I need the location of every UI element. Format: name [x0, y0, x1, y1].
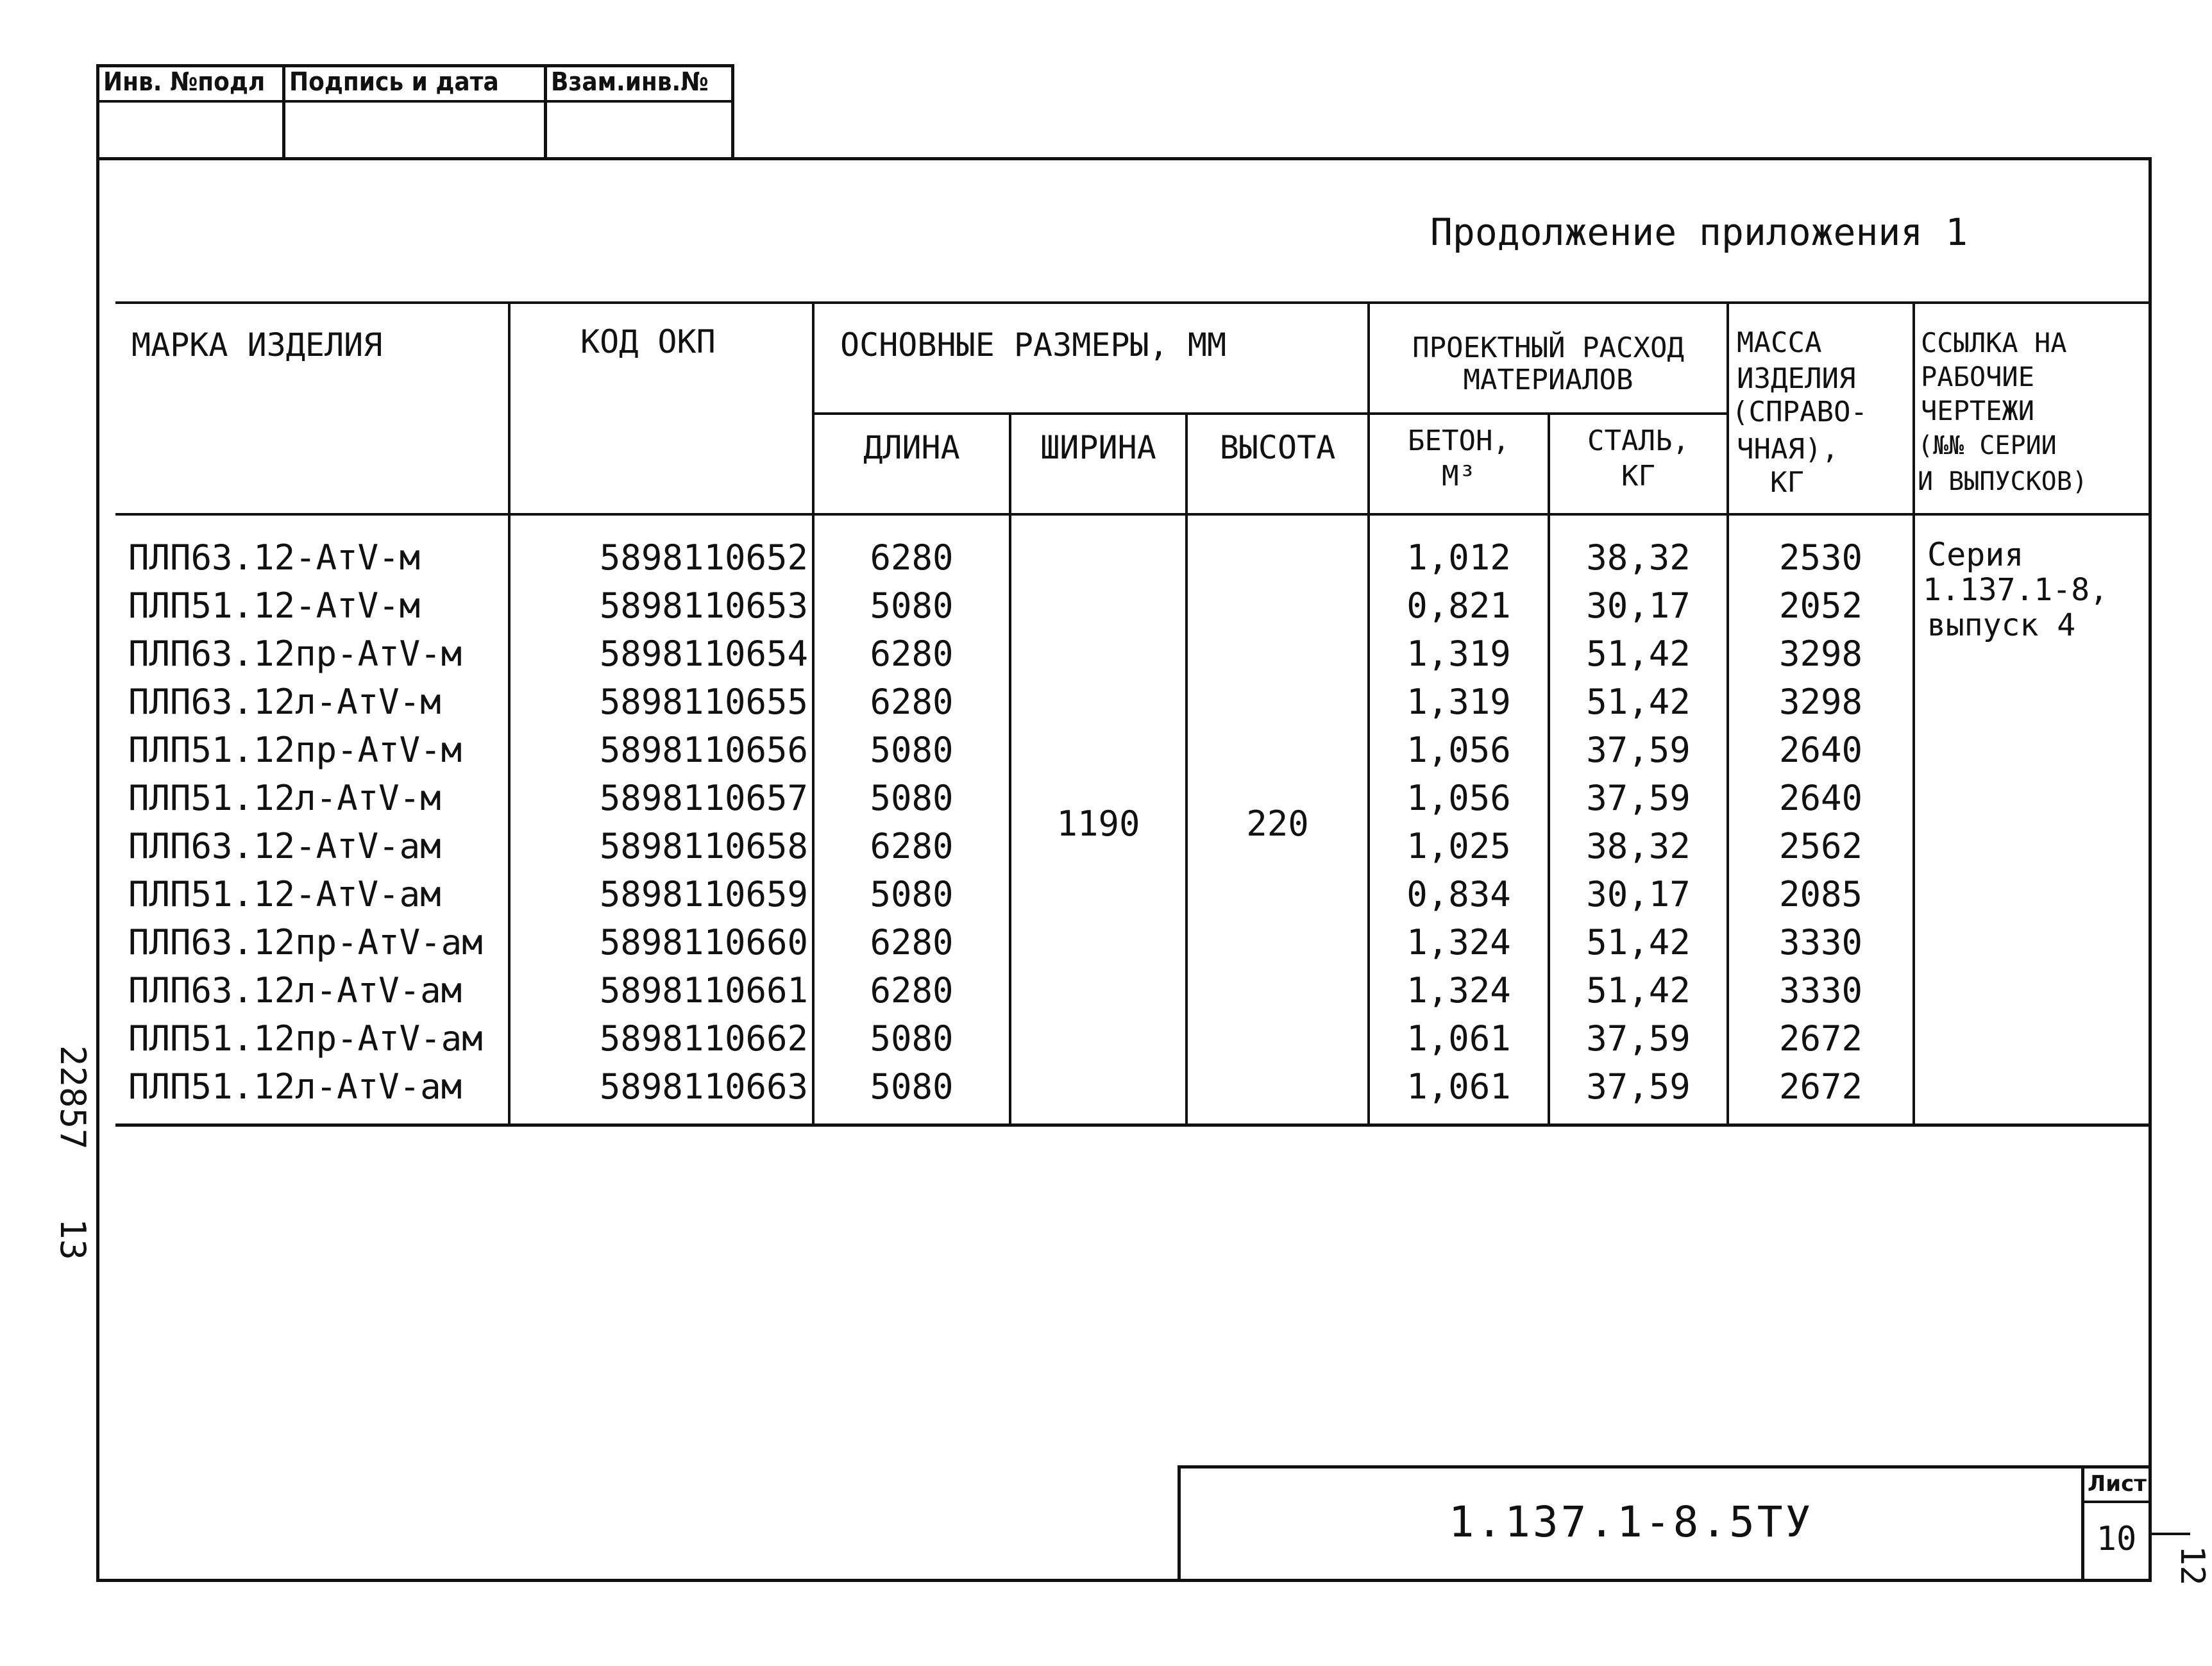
cell-kod: 5898110663 [599, 1066, 808, 1107]
cell-massa: 3298 [1778, 682, 1863, 722]
cell-marka: ПЛП63.12-AтV-м [128, 537, 421, 578]
header-massa-2: ИЗДЕЛИЯ [1737, 362, 1856, 395]
cell-beton: 0,834 [1406, 874, 1511, 914]
cell-kod: 5898110654 [599, 634, 808, 674]
cell-marka: ПЛП63.12л-AтV-м [128, 682, 441, 722]
cell-beton: 1,056 [1406, 730, 1511, 770]
header-rashod-1: ПРОЕКТНЫЙ РАСХОД [1412, 332, 1684, 364]
cell-dlina: 6280 [870, 634, 954, 674]
cell-beton: 1,025 [1406, 826, 1511, 866]
cell-massa: 2672 [1778, 1018, 1863, 1059]
header-vysota: ВЫСОТА [1219, 429, 1336, 466]
sheet-label: Лист [2088, 1471, 2147, 1497]
cell-kod: 5898110659 [599, 874, 808, 914]
cell-dlina: 5080 [870, 1066, 954, 1107]
cell-stal: 30,17 [1586, 585, 1691, 626]
cell-massa: 3330 [1778, 922, 1863, 963]
cell-kod: 5898110661 [599, 970, 808, 1011]
sheet-number: 10 [2096, 1520, 2137, 1558]
cell-kod: 5898110656 [599, 730, 808, 770]
cell-massa: 3298 [1778, 634, 1863, 674]
cell-massa: 2562 [1778, 826, 1863, 866]
header-rashod-2: МАТЕРИАЛОВ [1463, 364, 1634, 396]
cell-beton: 1,319 [1406, 634, 1511, 674]
cell-ssylka-2: 1.137.1-8, [1923, 572, 2108, 608]
header-ssylka-1: ССЫЛКА НА [1921, 327, 2067, 358]
cell-shirina-shared: 1190 [1056, 804, 1140, 844]
cell-marka: ПЛП63.12пр-AтV-м [128, 634, 462, 674]
header-massa-3: (СПРАВО- [1732, 396, 1868, 428]
cell-dlina: 5080 [870, 874, 954, 914]
cell-ssylka-1: Серия [1927, 536, 2024, 573]
cell-massa: 2530 [1778, 537, 1863, 578]
header-beton-1: БЕТОН, [1408, 425, 1510, 457]
cell-dlina: 6280 [870, 826, 954, 866]
header-dlina: ДЛИНА [863, 429, 960, 466]
cell-dlina: 6280 [870, 922, 954, 963]
header-massa-1: МАССА [1737, 326, 1822, 359]
cell-beton: 1,324 [1406, 922, 1511, 963]
header-beton-2: М³ [1442, 460, 1476, 492]
cell-massa: 3330 [1778, 970, 1863, 1011]
cell-massa: 2052 [1778, 585, 1863, 626]
cell-beton: 1,324 [1406, 970, 1511, 1011]
header-kod: КОД ОКП [580, 323, 716, 360]
cell-dlina: 6280 [870, 537, 954, 578]
header-ssylka-3: ЧЕРТЕЖИ [1921, 395, 2035, 426]
cell-kod: 5898110658 [599, 826, 808, 866]
cell-beton: 1,319 [1406, 682, 1511, 722]
stamp-inv-podl: Инв. №подл [103, 67, 266, 97]
cell-marka: ПЛП63.12л-AтV-ам [128, 970, 462, 1011]
cell-dlina: 5080 [870, 585, 954, 626]
header-ssylka-5: И ВЫПУСКОВ) [1918, 467, 2088, 496]
cell-kod: 5898110662 [599, 1018, 808, 1059]
cell-beton: 1,061 [1406, 1018, 1511, 1059]
cell-dlina: 5080 [870, 730, 954, 770]
cell-beton: 1,012 [1406, 537, 1511, 578]
cell-dlina: 5080 [870, 778, 954, 818]
header-marka: МАРКА ИЗДЕЛИЯ [131, 326, 383, 364]
header-ssylka-4: (№№ СЕРИИ [1918, 431, 2057, 460]
cell-vysota-shared: 220 [1246, 804, 1309, 844]
header-massa-4: ЧНАЯ), [1737, 433, 1839, 466]
stamp-vzam-inv: Взам.инв.№ [551, 67, 709, 97]
document-designation: 1.137.1-8.5ТУ [1448, 1497, 1814, 1547]
cell-kod: 5898110657 [599, 778, 808, 818]
cell-dlina: 6280 [870, 970, 954, 1011]
cell-kod: 5898110652 [599, 537, 808, 578]
cell-kod: 5898110655 [599, 682, 808, 722]
cell-stal: 37,59 [1586, 1018, 1691, 1059]
cell-marka: ПЛП51.12-AтV-м [128, 585, 421, 626]
cell-stal: 37,59 [1586, 1066, 1691, 1107]
cell-massa: 2640 [1778, 730, 1863, 770]
stamp-podpis-data: Подпись и дата [289, 67, 499, 97]
cell-stal: 51,42 [1586, 922, 1691, 963]
cell-marka: ПЛП51.12л-AтV-м [128, 778, 441, 818]
cell-stal: 51,42 [1586, 634, 1691, 674]
cell-massa: 2672 [1778, 1066, 1863, 1107]
cell-stal: 51,42 [1586, 970, 1691, 1011]
header-ssylka-2: РАБОЧИЕ [1921, 361, 2035, 392]
appendix-heading: Продолжение приложения 1 [1430, 210, 1968, 254]
cell-stal: 38,32 [1586, 826, 1691, 866]
cell-beton: 1,061 [1406, 1066, 1511, 1107]
cell-stal: 38,32 [1586, 537, 1691, 578]
cell-kod: 5898110660 [599, 922, 808, 963]
header-razmery: ОСНОВНЫЕ РАЗМЕРЫ, ММ [840, 326, 1227, 364]
cell-marka: ПЛП63.12-AтV-ам [128, 826, 441, 866]
header-massa-5: КГ [1770, 466, 1804, 499]
cell-marka: ПЛП51.12л-AтV-ам [128, 1066, 462, 1107]
cell-kod: 5898110653 [599, 585, 808, 626]
cell-dlina: 5080 [870, 1018, 954, 1059]
header-stal-2: КГ [1621, 460, 1655, 492]
margin-number-left-2: 13 [53, 1218, 93, 1261]
cell-beton: 0,821 [1406, 585, 1511, 626]
cell-massa: 2640 [1778, 778, 1863, 818]
header-stal-1: СТАЛЬ, [1587, 425, 1689, 457]
cell-marka: ПЛП51.12пр-AтV-ам [128, 1018, 483, 1059]
cell-ssylka-3: выпуск 4 [1927, 607, 2076, 643]
cell-stal: 51,42 [1586, 682, 1691, 722]
margin-number-right: 12 [2173, 1545, 2211, 1586]
margin-tick [2152, 1533, 2190, 1535]
header-shirina: ШИРИНА [1040, 429, 1156, 466]
cell-marka: ПЛП63.12пр-AтV-ам [128, 922, 483, 963]
cell-marka: ПЛП51.12-AтV-ам [128, 874, 441, 914]
cell-stal: 30,17 [1586, 874, 1691, 914]
cell-dlina: 6280 [870, 682, 954, 722]
cell-beton: 1,056 [1406, 778, 1511, 818]
cell-massa: 2085 [1778, 874, 1863, 914]
cell-stal: 37,59 [1586, 778, 1691, 818]
cell-marka: ПЛП51.12пр-AтV-м [128, 730, 462, 770]
cell-stal: 37,59 [1586, 730, 1691, 770]
margin-number-left-1: 22857 [53, 1045, 93, 1150]
